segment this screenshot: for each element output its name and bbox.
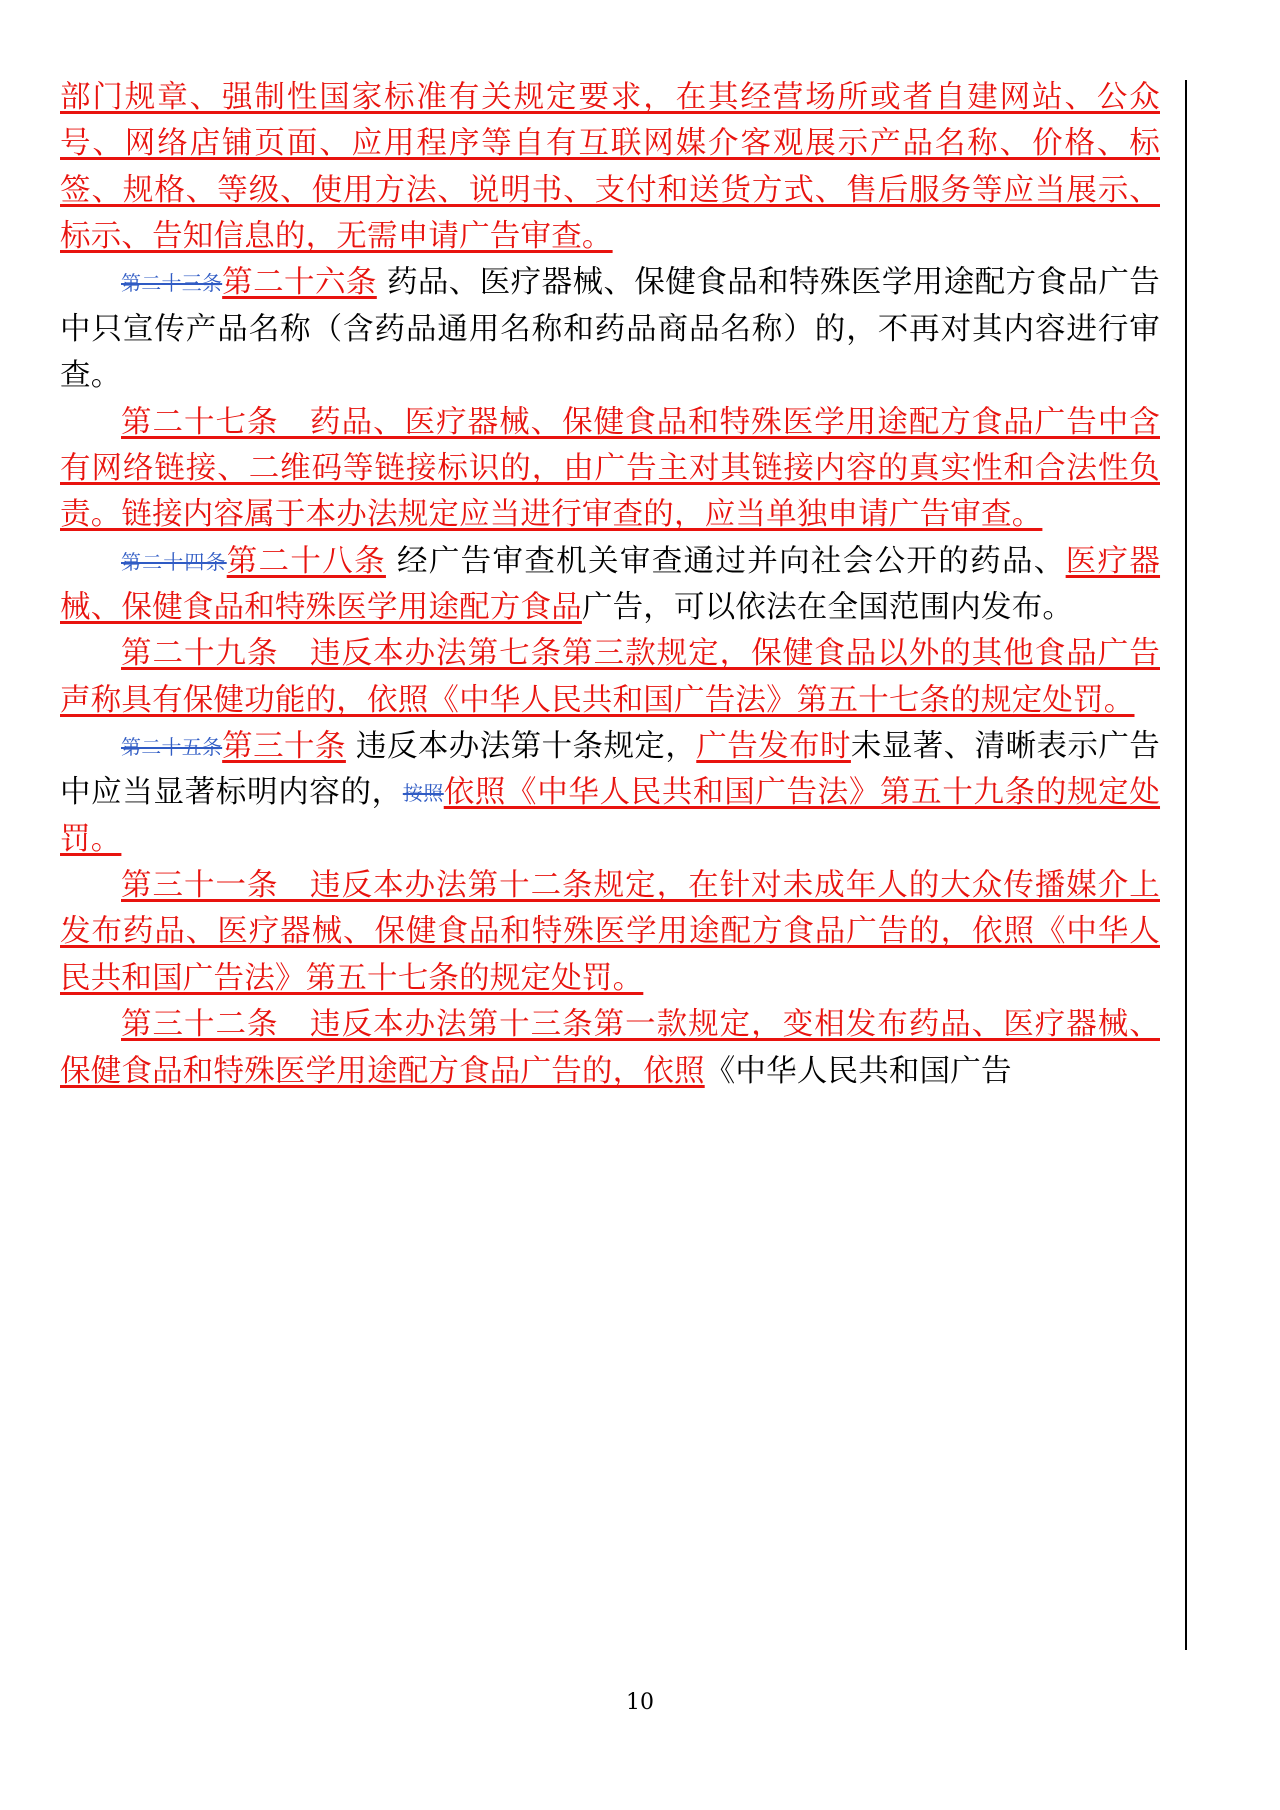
deleted-text: 按照 xyxy=(402,781,444,806)
inserted-text: 第二十七条 药品、医疗器械、保健食品和特殊医学用途配方食品广告中含有网络链接、二维码等链接标识的，由广告主对其链接内容的真实性和合法性负责。链接内容属于本办法规定应当进行审查的，应当单独申请广告审查。 xyxy=(60,404,1160,533)
deleted-text: 第二十五条 xyxy=(121,735,223,760)
inserted-text: 部门规章、强制性国家标准有关规定要求，在其经营场所或者自建网站、公众号、网络店铺页面、应用程序等自有互联网媒介客观展示产品名称、价格、标签、规格、等级、使用方法、说明书、支付和送货方式、售后服务等应当展示、标示、告知信息的，无需申请广告审查。 xyxy=(60,80,1160,255)
deleted-text: 第二十三条 xyxy=(121,271,223,296)
paragraph-article-32 xyxy=(60,1002,1160,1095)
inserted-text: 医疗器械、保健食品和特殊医学用途配方食品 xyxy=(60,543,1161,625)
body-text: 药品、医疗器械、保健食品和特殊医学用途配方食品广告中只宣传产品名称（含药品通用名称和药品商品名称）的，不再对其内容进行审查。 xyxy=(60,265,1160,394)
paragraph-article-26 xyxy=(60,260,1160,399)
inserted-text: 第三十条 xyxy=(222,729,346,765)
inserted-text: 第三十二条 违反本办法第十三条第一款规定，变相发布药品、医疗器械、保健食品和特殊医学用途配方食品广告的，依照 xyxy=(60,1007,1160,1089)
body-text: 未显著、清晰表示广告中应当显著标明内容的， xyxy=(60,729,1160,811)
inserted-text: 依照《中华人民共和国广告法》第五十九条的规定处罚。 xyxy=(60,775,1161,857)
paragraph-continuation xyxy=(60,75,1160,260)
page-number: 10 xyxy=(626,1690,654,1715)
deleted-text: 第二十四条 xyxy=(121,549,227,574)
paragraph-article-30 xyxy=(60,724,1160,863)
inserted-text: 第二十九条 违反本办法第七条第三款规定，保健食品以外的其他食品广告声称具有保健功能的，依照《中华人民共和国广告法》第五十七条的规定处罚。 xyxy=(60,636,1160,718)
paragraph-article-27 xyxy=(60,400,1160,539)
paragraph-article-29 xyxy=(60,631,1160,724)
inserted-text: 第三十一条 违反本办法第十二条规定，在针对未成年人的大众传播媒介上发布药品、医疗器械、保健食品和特殊医学用途配方食品广告的，依照《中华人民共和国广告法》第五十七条的规定处罚。 xyxy=(60,868,1160,996)
revision-change-bar xyxy=(1185,80,1187,1650)
body-text: 违反本办法第十条规定， xyxy=(345,729,697,765)
inserted-text: 第二十六条 xyxy=(222,265,377,301)
paragraph-article-28 xyxy=(60,539,1160,632)
paragraph-article-31 xyxy=(60,863,1160,1002)
inserted-text: 广告发布时 xyxy=(696,729,851,765)
body-text: 经广告审查机关审查通过并向社会公开的药品、 xyxy=(385,543,1066,579)
document-body xyxy=(60,75,1160,1095)
inserted-text: 第二十八条 xyxy=(226,543,386,579)
body-text: 广告，可以依法在全国范围内发布。 xyxy=(581,589,1074,625)
body-text: 《中华人民共和国广告 xyxy=(704,1053,1012,1089)
